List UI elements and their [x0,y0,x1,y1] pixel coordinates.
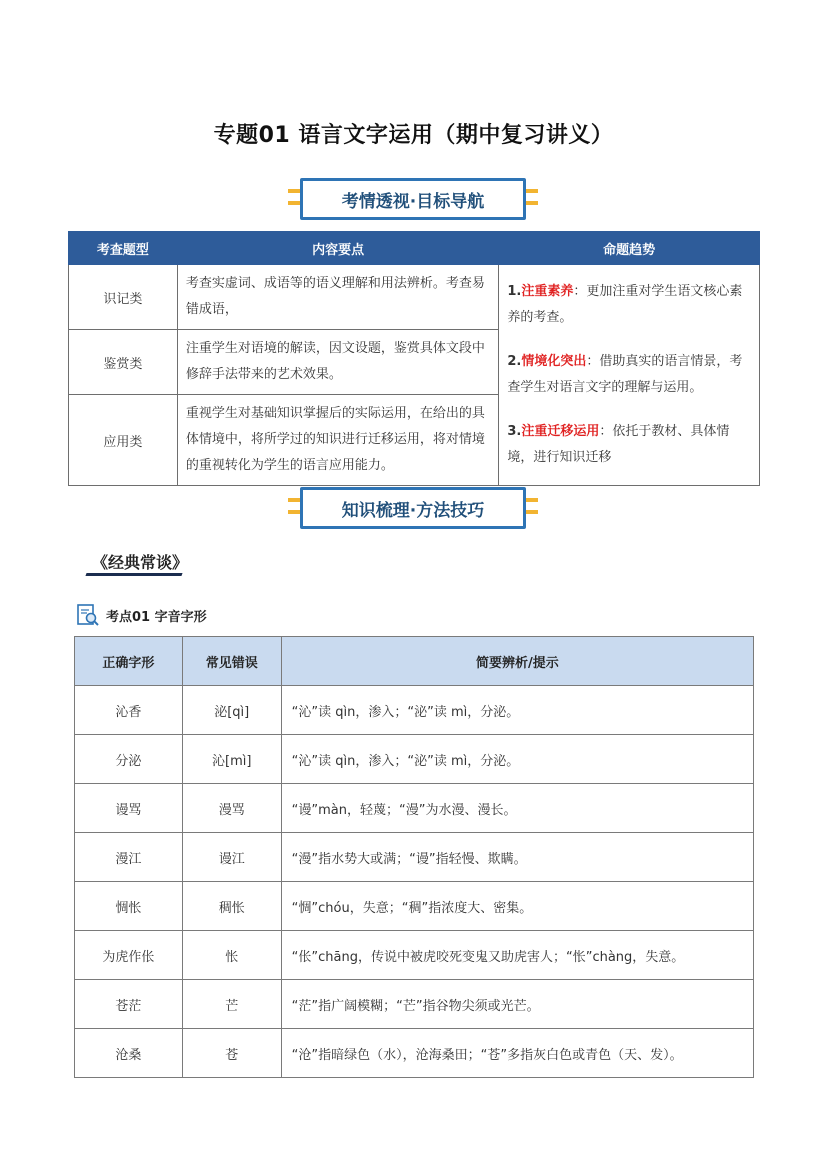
header-explanation: 简要辨析/提示 [281,637,753,686]
correct-form: 谩骂 [75,784,183,833]
trend-item: 1.注重素养：更加注重对学生语文核心素养的考查。 [507,284,743,325]
common-error: 漫骂 [182,784,281,833]
correct-form: 沧桑 [75,1029,183,1078]
explanation: “沧”指暗绿色（水），沧海桑田；“苍”多指灰白色或青色（天、发）。 [281,1029,753,1078]
key-points: 考查实虚词、成语等的语义理解和用法辨析。考查易错成语， [177,265,499,330]
common-error: 芒 [182,980,281,1029]
banner-exam-overview-label: 考情透视·目标导航 [300,178,526,220]
page-title: 专题01 语言文字运用（期中复习讲义） [213,123,614,148]
table-row [75,882,754,931]
section-underline [85,573,182,576]
explanation: “伥”chāng，传说中被虎咬死变鬼又助虎害人；“怅”chàng，失意。 [281,931,753,980]
table-row [75,980,754,1029]
trend-keyword: 注重素养 [521,284,574,299]
explanation: “沁”读 qìn，渗入；“泌”读 mì，分泌。 [281,686,753,735]
common-error: 谩江 [182,833,281,882]
table-row [75,735,754,784]
exam-overview-table [68,231,760,486]
correct-form: 分泌 [75,735,183,784]
explanation: “漫”指水势大或满；“谩”指轻慢、欺瞒。 [281,833,753,882]
table-row [75,686,754,735]
trend-keyword: 注重迁移运用 [521,424,600,439]
header-error: 常见错误 [182,637,281,686]
table-row [75,784,754,833]
explanation: “惆”chóu，失意；“稠”指浓度大、密集。 [281,882,753,931]
header-key-points: 内容要点 [177,232,499,265]
explanation: “谩”màn，轻蔑；“漫”为水漫、漫长。 [281,784,753,833]
correct-form: 苍茫 [75,980,183,1029]
header-trend: 命题趋势 [499,232,760,265]
common-error: 泌[qì] [182,686,281,735]
trend-keyword: 情境化突出 [521,354,587,369]
table-row [75,1029,754,1078]
common-error: 苍 [182,1029,281,1078]
trend-item: 3.注重迁移运用：依托于教材、具体情境，进行知识迁移 [507,424,730,465]
trend-cell [499,265,760,486]
banner-exam-overview [288,176,538,222]
common-error: 稠怅 [182,882,281,931]
kaodian-heading [76,602,207,628]
header-correct: 正确字形 [75,637,183,686]
explanation: “沁”读 qìn，渗入；“泌”读 mì，分泌。 [281,735,753,784]
correct-form: 沁香 [75,686,183,735]
character-table [74,636,754,1078]
header-question-type: 考查题型 [69,232,178,265]
question-type: 识记类 [69,265,178,330]
common-error: 怅 [182,931,281,980]
section-title: 《经典常谈》 [92,553,189,572]
kaodian-label: 考点01 字音字形 [106,609,207,625]
correct-form: 漫江 [75,833,183,882]
question-type: 鉴赏类 [69,330,178,395]
banner-knowledge [288,485,538,531]
explanation: “茫”指广阔模糊；“芒”指谷物尖须或光芒。 [281,980,753,1029]
table-row [75,833,754,882]
banner-knowledge-label: 知识梳理·方法技巧 [300,487,526,529]
table-row [69,265,760,330]
key-points: 注重学生对语境的解读，因文设题，鉴赏具体文段中修辞手法带来的艺术效果。 [177,330,499,395]
table-header-row [69,232,760,265]
table-row [75,931,754,980]
magnifier-document-icon [76,603,100,627]
common-error: 沁[mì] [182,735,281,784]
correct-form: 惆怅 [75,882,183,931]
key-points: 重视学生对基础知识掌握后的实际运用，在给出的具体情境中，将所学过的知识进行迁移运用，将对情境的重视转化为学生的语言应用能力。 [177,395,499,486]
question-type: 应用类 [69,395,178,486]
table-header-row [75,637,754,686]
correct-form: 为虎作伥 [75,931,183,980]
trend-item: 2.情境化突出：借助真实的语言情景，考查学生对语言文字的理解与运用。 [507,354,743,395]
